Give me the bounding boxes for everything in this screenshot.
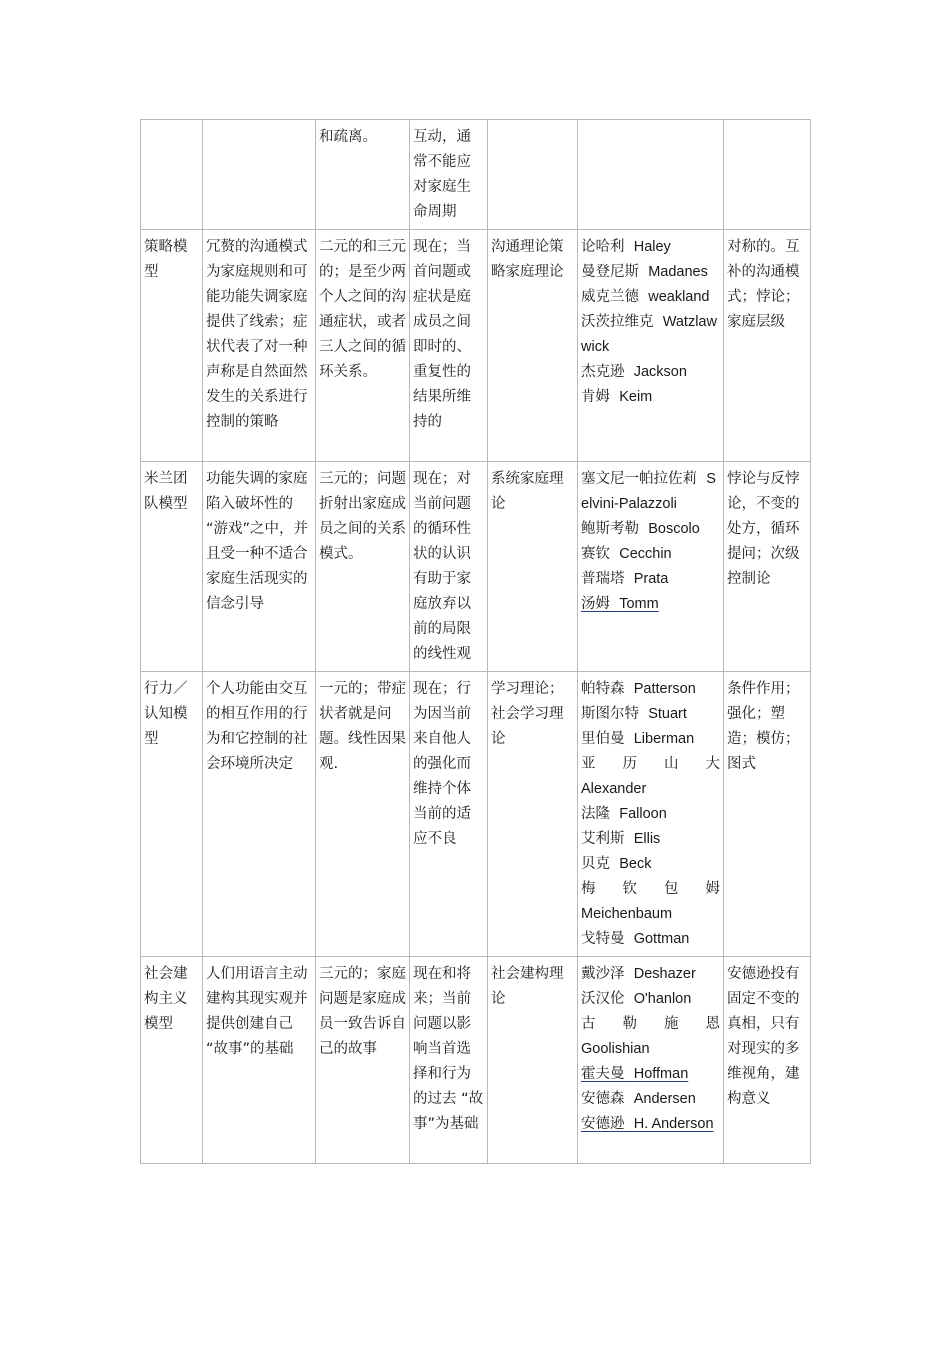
person-english-name: O'hanlon (633, 991, 692, 1007)
person-chinese-name: 戴沙泽 (581, 966, 625, 982)
cell-unit (316, 230, 410, 462)
cell-text: 现在；行为因当前来自他人的强化而维持个体当前的适应不良 (413, 681, 471, 847)
cell-unit (316, 462, 410, 672)
table-row (141, 672, 811, 957)
person-chinese-name: 曼登尼斯 (581, 264, 639, 280)
cell-theory (488, 462, 578, 672)
person-english-name: Selvini-Palazzoli (581, 471, 716, 512)
person-entry (581, 235, 720, 260)
person-chinese-name: 贝克 (581, 856, 610, 872)
cell-text: 三元的；问题折射出家庭成员之间的关系模式。 (319, 471, 406, 562)
person-chinese-name: 鲍斯考勒 (581, 521, 639, 537)
person-chinese-name: 沃茨拉维克 (581, 314, 654, 330)
person-entry (581, 927, 720, 952)
cell-unit (316, 672, 410, 957)
cell-text: 冗赘的沟通模式为家庭规则和可能功能失调家庭提供了线索；症状代表了对一种声称是自然面然发生的关系进行控制的策略 (206, 239, 308, 430)
person-chinese-name: 帕特森 (581, 681, 625, 697)
person-chinese-name: 亚历山大 (581, 756, 720, 772)
person-chinese-name: 汤姆 (581, 596, 610, 612)
person-entry (581, 677, 720, 702)
cell-text: 现在；对当前问题的循环性状的认识有助于家庭放弃以前的局限的线性观 (413, 471, 471, 662)
person-entry[interactable] (581, 592, 720, 617)
cell-model (141, 957, 203, 1164)
cell-focus (410, 672, 488, 957)
person-entry (581, 517, 720, 542)
cell-text: 社会建构主义模型 (144, 966, 188, 1032)
cell-text: 三元的；家庭问题是家庭成员一致告诉自己的故事 (319, 966, 406, 1057)
person-english-name: Deshazer (633, 966, 696, 982)
person-entry (581, 727, 720, 752)
person-chinese-name: 论哈利 (581, 239, 625, 255)
cell-text: 米兰团队模型 (144, 471, 188, 512)
cell-people (578, 672, 724, 957)
cell-focus (410, 957, 488, 1164)
person-chinese-name: 赛钦 (581, 546, 610, 562)
person-entry (581, 260, 720, 285)
cell-text: 安德逊投有固定不变的真相，只有对现实的多维视角，建构意义 (727, 966, 800, 1107)
person-chinese-name: 艾利斯 (581, 831, 625, 847)
person-english-name: Jackson (633, 364, 687, 380)
cell-hypothesis (203, 672, 316, 957)
cell-text: 行力／认知模型 (144, 681, 188, 747)
cell-people (578, 957, 724, 1164)
person-entry (581, 852, 720, 877)
person-english-name: Andersen (633, 1091, 696, 1107)
person-english-name: Ellis (633, 831, 661, 847)
cell-model (141, 672, 203, 957)
cell-people (578, 462, 724, 672)
person-english-name: Tomm (619, 596, 659, 612)
person-chinese-name: 威克兰德 (581, 289, 639, 305)
person-entry (581, 877, 720, 927)
cell-concepts (724, 120, 811, 230)
cell-text: 学习理论；社会学习理论 (491, 681, 564, 747)
person-english-name: Boscolo (648, 521, 700, 537)
person-english-name: Falloon (619, 806, 667, 822)
person-entry (581, 567, 720, 592)
family-therapy-models-table (140, 119, 811, 1164)
cell-focus (410, 120, 488, 230)
cell-text: 沟通理论策略家庭理论 (491, 239, 564, 280)
person-english-name: Cecchin (619, 546, 672, 562)
person-chinese-name: 戈特曼 (581, 931, 625, 947)
person-chinese-name: 沃汉伦 (581, 991, 625, 1007)
person-entry (581, 987, 720, 1012)
cell-text: 系统家庭理论 (491, 471, 564, 512)
cell-theory (488, 957, 578, 1164)
document-page (140, 119, 810, 1164)
cell-text: 现在和将来；当前问题以影响当首选择和行为的过去 “故事”为基础 (413, 966, 484, 1132)
cell-text: 社会建构理论 (491, 966, 564, 1007)
person-entry (581, 1012, 720, 1062)
person-english-name: Meichenbaum (581, 906, 673, 922)
person-english-name: Patterson (633, 681, 696, 697)
person-entry (581, 467, 720, 517)
person-entry (581, 827, 720, 852)
cell-people (578, 230, 724, 462)
cell-text: 对称的。互补的沟通模式；悖论；家庭层级 (727, 239, 800, 330)
person-chinese-name: 安德逊 (581, 1116, 625, 1132)
table-row (141, 120, 811, 230)
cell-text: 现在；当首问题或症状是庭成员之间即时的、重复性的结果所维持的 (413, 239, 471, 430)
person-chinese-name: 普瑞塔 (581, 571, 625, 587)
person-chinese-name: 霍夫曼 (581, 1066, 625, 1082)
person-english-name: Gottman (633, 931, 690, 947)
cell-model (141, 462, 203, 672)
cell-people (578, 120, 724, 230)
table-row (141, 230, 811, 462)
cell-text: 个人功能由交互的相互作用的行为和它控制的社会环境所决定 (206, 681, 308, 772)
person-english-name: Prata (633, 571, 669, 587)
cell-text: 人们用语言主动建构其现实观并提供创建自己 “故事”的基础 (206, 966, 308, 1057)
cell-model (141, 120, 203, 230)
person-entry[interactable] (581, 1112, 720, 1137)
person-entry (581, 962, 720, 987)
person-entry (581, 802, 720, 827)
person-entry[interactable] (581, 1062, 720, 1087)
cell-focus (410, 462, 488, 672)
table-row (141, 957, 811, 1164)
person-chinese-name: 里伯曼 (581, 731, 625, 747)
person-chinese-name: 安德森 (581, 1091, 625, 1107)
table-body (141, 120, 811, 1164)
person-entry (581, 360, 720, 385)
cell-text: 条件作用；强化；塑造；模仿；图式 (727, 681, 800, 772)
person-entry (581, 285, 720, 310)
cell-model (141, 230, 203, 462)
cell-concepts (724, 462, 811, 672)
person-entry (581, 310, 720, 360)
cell-hypothesis (203, 957, 316, 1164)
person-entry (581, 542, 720, 567)
person-chinese-name: 肯姆 (581, 389, 610, 405)
person-entry (581, 1087, 720, 1112)
person-english-name: weakland (648, 289, 710, 305)
table-row (141, 462, 811, 672)
cell-hypothesis (203, 120, 316, 230)
cell-concepts (724, 672, 811, 957)
cell-unit (316, 120, 410, 230)
person-chinese-name: 梅钦包姆 (581, 881, 720, 897)
person-english-name: Goolishian (581, 1041, 650, 1057)
cell-text: 一元的；带症状者就是问题。线性因果观. (319, 681, 406, 772)
cell-text: 互动，通常不能应对家庭生命周期 (413, 129, 471, 220)
person-english-name: Stuart (648, 706, 687, 722)
person-english-name: Liberman (633, 731, 695, 747)
person-chinese-name: 杰克逊 (581, 364, 625, 380)
person-english-name: Madanes (648, 264, 708, 280)
cell-concepts (724, 957, 811, 1164)
cell-hypothesis (203, 230, 316, 462)
cell-theory (488, 120, 578, 230)
cell-focus (410, 230, 488, 462)
cell-unit (316, 957, 410, 1164)
person-english-name: Hoffman (633, 1066, 689, 1082)
cell-hypothesis (203, 462, 316, 672)
person-chinese-name: 法隆 (581, 806, 610, 822)
person-entry (581, 702, 720, 727)
cell-text: 悖论与反悖论，不变的处方，循环提问；次级控制论 (727, 471, 800, 587)
person-chinese-name: 斯图尔特 (581, 706, 639, 722)
person-english-name: Haley (633, 239, 671, 255)
cell-theory (488, 672, 578, 957)
person-entry (581, 752, 720, 802)
person-english-name: Alexander (581, 781, 647, 797)
person-english-name: Beck (619, 856, 652, 872)
cell-text: 二元的和三元的；是至少两个人之间的沟通症状，或者三人之间的循环关系。 (319, 239, 406, 380)
cell-concepts (724, 230, 811, 462)
cell-text: 功能失调的家庭陷入破坏性的 “游戏”之中，并且受一种不适合家庭生活现实的信念引导 (206, 471, 309, 612)
person-chinese-name: 古勒施恩 (581, 1016, 720, 1032)
person-english-name: H. Anderson (633, 1116, 714, 1132)
cell-theory (488, 230, 578, 462)
person-chinese-name: 塞文尼一帕拉佐莉 (581, 471, 697, 487)
person-english-name: Keim (619, 389, 653, 405)
person-entry (581, 385, 720, 410)
cell-text: 和疏离。 (319, 129, 377, 145)
person-english-name: Watzlawwick (581, 314, 717, 355)
cell-text: 策略模型 (144, 239, 188, 280)
